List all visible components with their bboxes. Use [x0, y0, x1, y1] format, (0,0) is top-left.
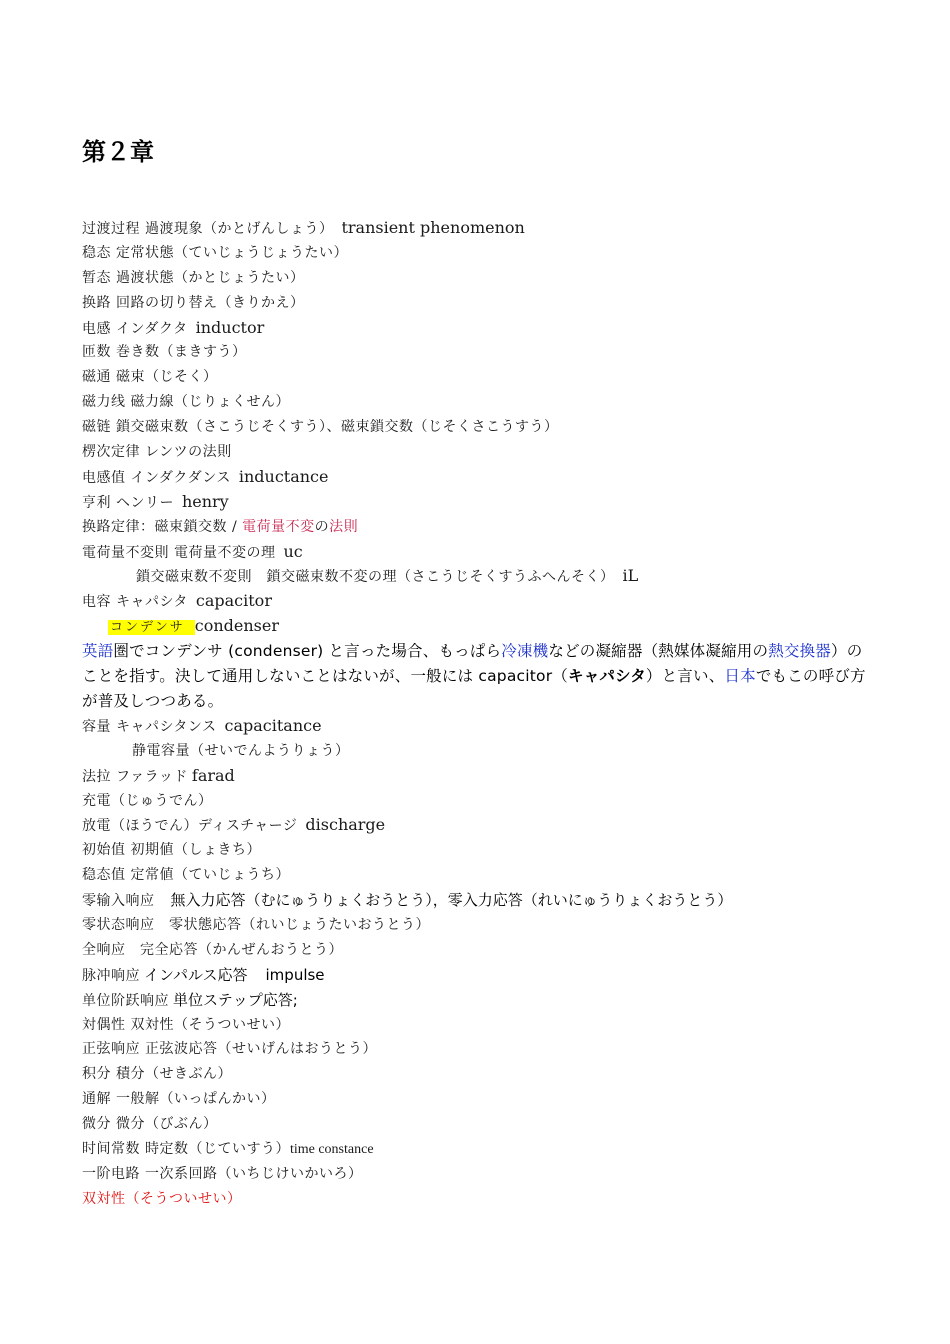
entry-2: 稳态 定常状態（ていじょうじょうたい）	[82, 244, 348, 261]
glossary-list	[82, 216, 882, 1212]
chapter-title: 第２章	[82, 138, 154, 166]
entry-4: 换路 回路の切り替え（きりかえ）	[82, 294, 305, 311]
entry-31: 脉冲响应 インパルス応答 impulse	[82, 965, 325, 984]
entry-27: 稳态值 定常値（ていじょうち）	[82, 867, 290, 884]
entry-32: 单位阶跃响应 単位ステップ応答;	[82, 990, 298, 1009]
entry-26: 初始值 初期値（しょきち）	[82, 842, 261, 859]
entry-21: 容量 キャパシタンス capacitance	[82, 715, 322, 735]
entry-17: コンデンサ condenser	[110, 616, 279, 636]
entry-9: 磁链 鎖交磁束数（さこうじそくすう）、磁束鎖交数（じそくさこうすう）	[82, 419, 559, 436]
entry-14: 電荷量不変則 電荷量不変の理 uc	[82, 541, 303, 561]
link-refrigerator[interactable]: 冷凍機	[501, 642, 549, 661]
link-heat-exchanger[interactable]: 熱交換器	[768, 642, 831, 661]
link-english[interactable]: 英語	[82, 642, 114, 661]
condenser-paragraph: 英語圏でコンデンサ (condenser) と言った場合、もっぱら冷凍機などの凝縮器（熱媒体凝縮用の熱交換器）のことを指す。決して通用しないことはないが、一般には capacitor（キャパシタ）と言い、日本でもこの呼び方が普及しつつある。	[82, 642, 866, 710]
entry-1: 过渡过程 過渡現象（かとげんしょう） transient phenomenon	[82, 218, 525, 237]
highlighted-term: コンデンサ	[108, 620, 195, 635]
entry-38: 时间常数 時定数（じていすう）time constance	[82, 1141, 374, 1157]
entry-13: 换路定律：磁束鎖交数 / 電荷量不変の法則	[82, 518, 359, 535]
entry-24: 充電（じゅうでん）	[82, 792, 213, 809]
entry-15: 鎖交磁束数不変則 鎖交磁束数不変の理（さこうじそくすうふへんそく） iL	[136, 566, 639, 586]
entry-6: 匝数 巻き数（まきすう）	[82, 344, 247, 361]
entry-33: 対偶性 双対性（そうついせい）	[82, 1016, 290, 1033]
entry-35: 积分 積分（せきぶん）	[82, 1066, 232, 1083]
entry-8: 磁力线 磁力線（じりょくせん）	[82, 394, 290, 411]
entry-36: 通解 一般解（いっぱんかい）	[82, 1091, 276, 1108]
entry-3: 暂态 過渡状態（かとじょうたい）	[82, 269, 305, 286]
entry-16: 电容 キャパシタ capacitor	[82, 591, 272, 611]
entry-25: 放電（ほうでん）ディスチャージ discharge	[82, 815, 386, 835]
entry-29: 零状态响应 零状態応答（れいじょうたいおうとう）	[82, 916, 430, 933]
entry-37: 微分 微分（びぶん）	[82, 1116, 218, 1133]
link-japan[interactable]: 日本	[724, 667, 756, 686]
entry-30: 全响应 完全応答（かんぜんおうとう）	[82, 941, 343, 958]
entry-7: 磁通 磁束（じそく）	[82, 369, 218, 386]
entry-39: 一阶电路 一次系回路（いちじけいかいろ）	[82, 1165, 363, 1182]
entry-40: 双対性（そうついせい）	[82, 1190, 242, 1207]
entry-23: 法拉 ファラッド farad	[82, 765, 235, 785]
entry-11: 电感值 インダクダンス inductance	[82, 466, 329, 486]
entry-34: 正弦响应 正弦波応答（せいげんはおうとう）	[82, 1041, 377, 1058]
entry-12: 亨利 ヘンリー henry	[82, 491, 229, 511]
entry-22: 静電容量（せいでんようりょう）	[132, 742, 350, 759]
entry-5: 电感 インダクタ inductor	[82, 317, 265, 337]
entry-10: 楞次定律 レンツの法則	[82, 444, 232, 461]
entry-28: 零输入响应 無入力応答（むにゅうりょくおうとう），零入力応答（れいにゅうりょくおうとう）	[82, 891, 733, 910]
